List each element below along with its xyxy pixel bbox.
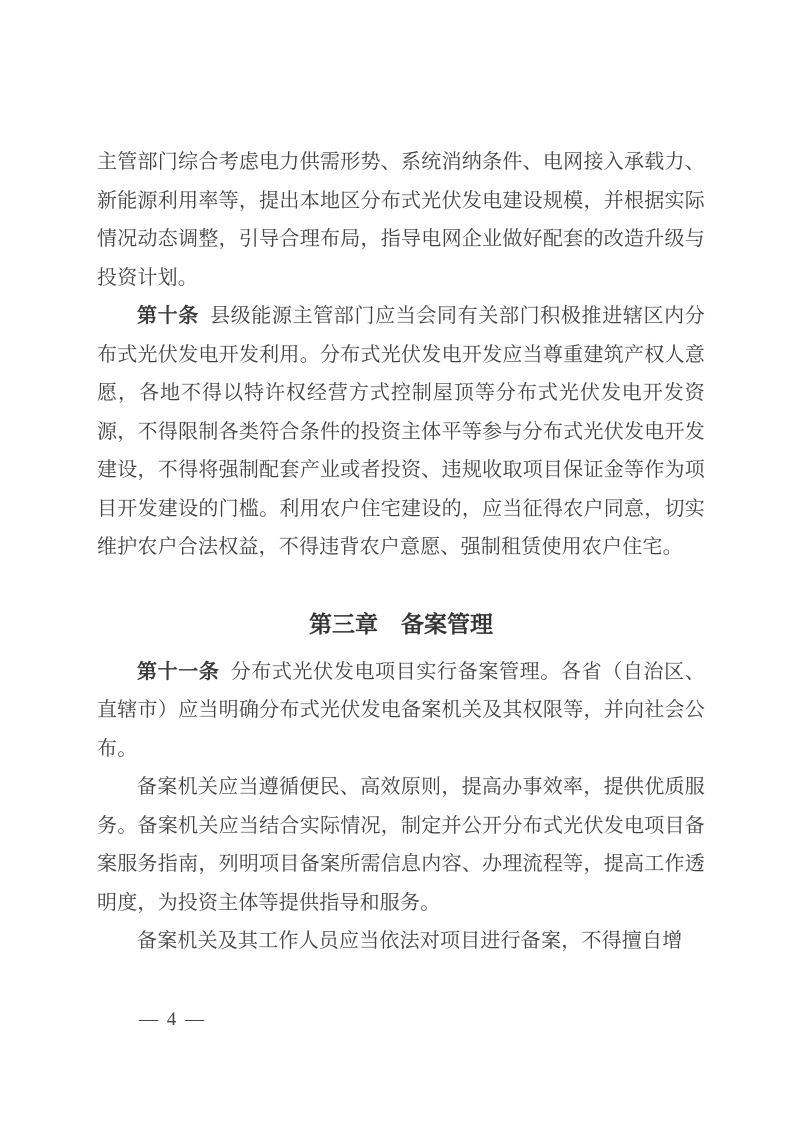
filing-service-paragraph: 备案机关应当遵循便民、高效原则，提高办事效率，提供优质服务。备案机关应当结合实际情况，制定并公开分布式光伏发电项目备案服务指南，列明项目备案所需信息内容、办理流程等，提高工作透明度，为投资主体等提供指导和服务。 (97, 776, 705, 914)
article-10-label: 第十条 (137, 305, 199, 327)
chapter-heading: 第三章 备案管理 (309, 610, 493, 637)
article-11-paragraph (97, 653, 705, 769)
filing-staff-paragraph: 备案机关及其工作人员应当依法对项目进行备案，不得擅自增 (137, 930, 683, 952)
document-body (97, 143, 705, 961)
article-10-paragraph (97, 297, 705, 567)
page-number: — 4 — (139, 1009, 206, 1030)
article-11-label: 第十一条 (137, 660, 220, 683)
article-11-text: 分布式光伏发电项目实行备案管理。各省（自治区、直辖市）应当明确分布式光伏发电备案机关及其权限等，并向社会公布。 (97, 660, 705, 760)
article-10-text: 县级能源主管部门应当会同有关部门积极推进辖区内分布式光伏发电开发利用。分布式光伏发电开发应当尊重建筑产权人意愿，各地不得以特许权经营方式控制屋顶等分布式光伏发电开发资源，不得限制各类符合条件的投资主体平等参与分布式光伏发电开发建设，不得将强制配套产业或者投资、违规收取项目保证金等作为项目开发建设的门槛。利用农户住宅建设的，应当征得农户同意，切实维护农户合法权益，不得违背农户意愿、强制租赁使用农户住宅。 (97, 305, 705, 558)
continuation-paragraph: 主管部门综合考虑电力供需形势、系统消纳条件、电网接入承载力、新能源利用率等，提出本地区分布式光伏发电建设规模，并根据实际情况动态调整，引导合理布局，指导电网企业做好配套的改造升级与投资计划。 (97, 151, 705, 289)
